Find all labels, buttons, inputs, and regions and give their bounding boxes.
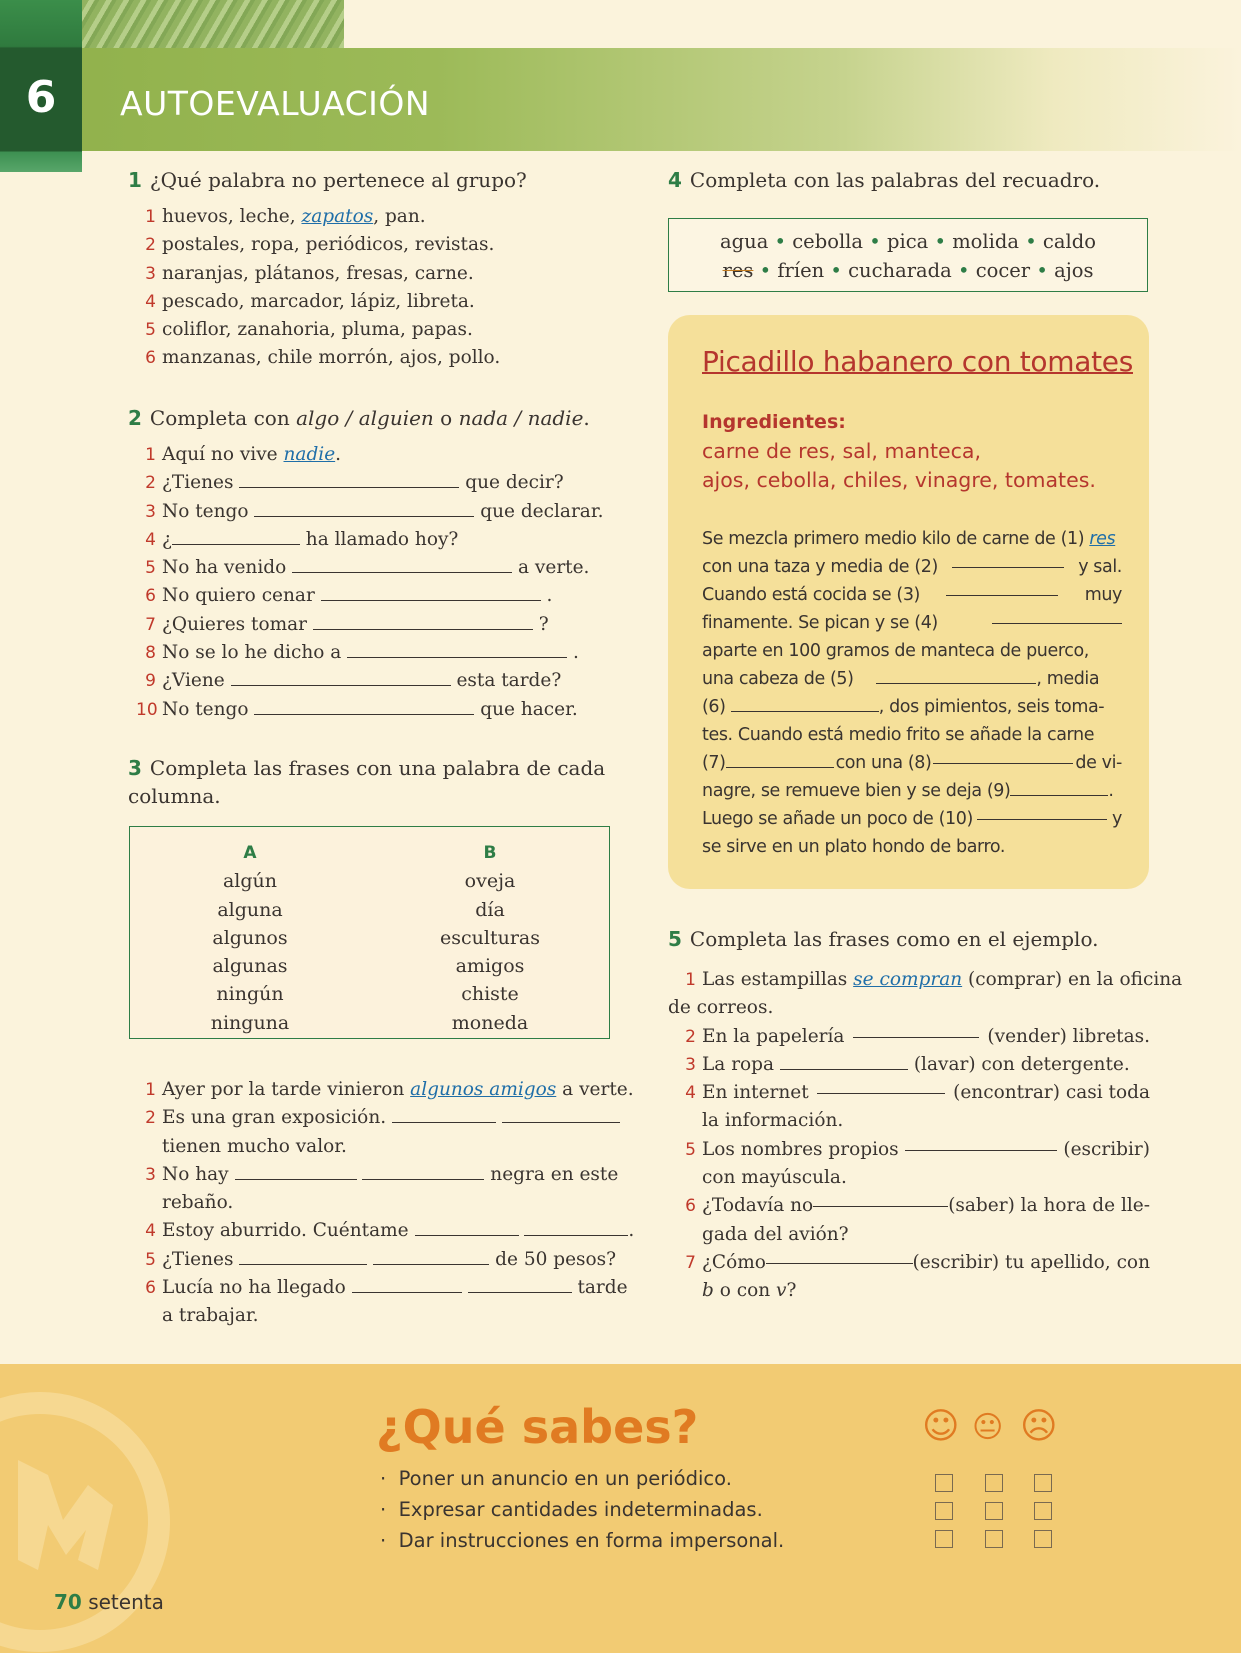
- word-bank-word: cucharada: [848, 259, 952, 282]
- word-bank-row-1: [669, 227, 1147, 256]
- blank-line[interactable]: [813, 1192, 948, 1207]
- item-number: 1: [145, 445, 156, 465]
- list-item: 2 En la papelería (vender) libretas.: [676, 1023, 1150, 1051]
- list-item: 3 naranjas, plátanos, fresas, carne.: [136, 260, 628, 288]
- blank-line[interactable]: [502, 1108, 620, 1123]
- list-item-continuation: a trabajar.: [162, 1305, 259, 1327]
- exercise-2-list: [136, 441, 628, 724]
- list-item: 3 No hay negra en este: [145, 1163, 619, 1185]
- que-sabes-item: · Expresar cantidades indeterminadas.: [380, 1498, 763, 1521]
- blank-line[interactable]: [977, 805, 1107, 820]
- answer-example: res: [1089, 529, 1116, 549]
- list-item: 7 ¿Cómo (escribir) tu apellido, con: [676, 1249, 1150, 1277]
- exercise-2-title: 2 Completa con algo / alguien o nada / nadie.: [128, 406, 590, 430]
- column-b: [420, 839, 560, 1037]
- blank-line[interactable]: [817, 1079, 945, 1094]
- blank-line[interactable]: [321, 586, 541, 601]
- bullet: •: [869, 230, 881, 253]
- bullet: •: [1036, 259, 1048, 282]
- item-number: 3: [145, 501, 156, 522]
- list-item-continuation: la información.: [702, 1110, 844, 1132]
- ingredients-heading: Ingredientes:: [702, 411, 846, 433]
- item-number: 9: [145, 671, 156, 692]
- item-number: 10: [136, 699, 158, 720]
- blank-line[interactable]: [524, 1221, 628, 1236]
- list-item: 6 manzanas, chile morrón, ajos, pollo.: [136, 344, 628, 372]
- que-sabes-item: · Poner un anuncio en un periódico.: [380, 1467, 732, 1490]
- word-bank-word: cocer: [975, 259, 1031, 282]
- bullet: •: [957, 259, 970, 282]
- checkbox-happy[interactable]: [935, 1530, 953, 1548]
- column-a-word: algún: [222, 870, 278, 893]
- blank-line[interactable]: [313, 615, 533, 630]
- blank-line[interactable]: [231, 671, 451, 686]
- list-item: 5 No ha venido a verte.: [136, 554, 628, 582]
- unit-number: 6: [25, 72, 57, 123]
- blank-line[interactable]: [933, 749, 1073, 764]
- exercise-1-title: 1 ¿Qué palabra no pertenece al grupo?: [128, 168, 527, 192]
- list-item: 4 ¿ ha llamado hoy?: [136, 526, 628, 554]
- column-b-head: B: [483, 843, 497, 863]
- list-item: 5 Los nombres propios (escribir): [676, 1136, 1150, 1164]
- blank-line[interactable]: [254, 700, 474, 715]
- column-b-word: amigos: [455, 955, 525, 978]
- blank-line[interactable]: [853, 1023, 979, 1038]
- blank-line[interactable]: [726, 753, 834, 768]
- word-columns-box: [129, 826, 610, 1039]
- checkbox-neutral[interactable]: [985, 1502, 1003, 1520]
- list-item-continuation: gada del avión?: [702, 1223, 849, 1245]
- item-number: 4: [145, 291, 156, 312]
- list-item: 5 ¿Tienes de 50 pesos?: [145, 1248, 617, 1270]
- bullet: •: [934, 230, 946, 253]
- list-item: 1 Las estampillas se compran (comprar) en la oficina: [685, 969, 1183, 990]
- column-a-head: A: [243, 843, 257, 863]
- answer-example: nadie: [283, 444, 336, 465]
- list-item: 2 ¿Tienes que decir?: [136, 469, 628, 497]
- bullet: •: [1025, 230, 1037, 253]
- page-number: 70 setenta: [54, 1590, 164, 1614]
- exercise-5: [668, 927, 1168, 951]
- bullet: •: [830, 259, 842, 282]
- page-title: AUTOEVALUACIÓN: [120, 84, 431, 123]
- list-item-continuation: b o con v?: [702, 1280, 797, 1302]
- checkbox-neutral[interactable]: [985, 1530, 1003, 1548]
- exercise-3-title: 3 Completa las frases con una palabra de cada columna.: [128, 756, 606, 808]
- exercise-4: [668, 168, 1168, 192]
- list-item: 10 No tengo que hacer.: [136, 696, 628, 724]
- header-texture: [82, 0, 344, 48]
- blank-line[interactable]: [235, 1165, 357, 1180]
- happy-face-icon: ☺: [922, 1406, 960, 1447]
- list-item-continuation: con mayúscula.: [702, 1167, 847, 1189]
- exercise-1: [128, 168, 628, 373]
- blank-line[interactable]: [254, 502, 474, 517]
- exercise-4-title: 4 Completa con las palabras del recuadro.: [668, 168, 1101, 192]
- column-a: [190, 839, 310, 1037]
- checkbox-sad[interactable]: [1034, 1530, 1052, 1548]
- item-number: 7: [145, 614, 156, 635]
- word-bank-word: ajos: [1054, 259, 1094, 282]
- checkbox-happy[interactable]: [935, 1474, 953, 1492]
- list-item: 5 coliflor, zanahoria, pluma, papas.: [136, 316, 628, 344]
- blank-line[interactable]: [392, 1108, 496, 1123]
- blank-line[interactable]: [239, 1250, 367, 1265]
- list-item: 3 La ropa (lavar) con detergente.: [685, 1053, 1130, 1075]
- list-item: 2 Es una gran exposición.: [136, 1104, 612, 1132]
- item-number: 4: [145, 529, 156, 550]
- list-item: 9 ¿Viene esta tarde?: [136, 667, 628, 695]
- list-item: 3 No tengo que declarar.: [136, 498, 628, 526]
- list-item: 6 ¿Todavía no (saber) la hora de lle-: [676, 1192, 1150, 1220]
- list-item: 1 Ayer por la tarde vinieron algunos amigos a verte.: [145, 1079, 634, 1100]
- exercise-3-sentences: [136, 1076, 635, 1331]
- item-number: 5: [145, 320, 156, 341]
- column-a-word: ningún: [216, 983, 284, 1006]
- ingredients-line: carne de res, sal, manteca,: [702, 439, 981, 463]
- item-number: 1: [145, 207, 156, 227]
- bullet: •: [759, 259, 772, 282]
- ingredients-line: ajos, cebolla, chiles, vinagre, tomates.: [702, 468, 1096, 492]
- que-sabes-title: ¿Qué sabes?: [376, 1400, 699, 1454]
- blank-line[interactable]: [731, 697, 879, 712]
- recipe-title: Picadillo habanero con tomates: [702, 345, 1133, 378]
- neutral-face-icon: 😐: [972, 1410, 1004, 1445]
- blank-line[interactable]: [352, 1278, 462, 1293]
- blank-line[interactable]: [992, 609, 1122, 624]
- blank-line[interactable]: [952, 553, 1064, 568]
- exercise-3: [128, 754, 628, 810]
- list-item: 7 ¿Quieres tomar ?: [136, 611, 628, 639]
- recipe-text: Se mezcla primero medio kilo de carne de (1) res con una taza y media de (2) y sal. Cuando está cocida se (3) muy finamente. Se pican y se (4) aparte en 100 gramos de manteca de puerco, una cabeza de (5) , media (6) , dos pimientos, seis toma- tes. Cuando está medio frito se añade la carne (7) con una (8) de vi- nagre, se remueve bien y se deja (9) . Luego se añade un poco de (10) y se sirve en un plato hondo de barro.: [702, 529, 1122, 857]
- list-item: 1 huevos, leche, zapatos, pan.: [136, 203, 628, 231]
- list-item-continuation: rebaño.: [162, 1192, 234, 1214]
- list-item: 6 Lucía no ha llegado tarde: [145, 1277, 628, 1299]
- exercise-2: [128, 406, 628, 724]
- checkbox-happy[interactable]: [935, 1502, 953, 1520]
- column-a-word: ninguna: [210, 1011, 290, 1034]
- blank-line[interactable]: [876, 669, 1036, 684]
- list-item: 4 pescado, marcador, lápiz, libreta.: [136, 288, 628, 316]
- blank-line[interactable]: [172, 530, 300, 545]
- blank-line[interactable]: [905, 1136, 1057, 1151]
- recipe-card: [668, 315, 1149, 889]
- checkbox-sad[interactable]: [1034, 1474, 1052, 1492]
- bullet: •: [774, 230, 787, 253]
- column-b-word: oveja: [464, 870, 516, 893]
- item-number: 8: [145, 643, 156, 664]
- answer-example: zapatos: [301, 206, 374, 227]
- list-item: 1 Aquí no vive nadie.: [136, 441, 628, 469]
- logo-m-icon: [8, 1430, 128, 1580]
- item-number: 5: [145, 558, 156, 579]
- list-item: 6 No quiero cenar .: [136, 582, 628, 610]
- item-number: 6: [145, 586, 156, 607]
- word-bank-box: [668, 218, 1148, 292]
- exercise-5-title: 5 Completa las frases como en el ejemplo.: [668, 927, 1099, 951]
- blank-line[interactable]: [780, 1055, 908, 1070]
- blank-line[interactable]: [347, 643, 567, 658]
- blank-line[interactable]: [766, 1249, 913, 1264]
- column-a-word: algunas: [212, 955, 288, 978]
- item-number: 3: [145, 263, 156, 284]
- blank-line[interactable]: [468, 1278, 572, 1293]
- word-bank-word-used: res: [722, 259, 754, 282]
- word-bank-word: molida: [952, 230, 1019, 253]
- list-item: 4 Estoy aburrido. Cuéntame .: [145, 1220, 635, 1242]
- sad-face-icon: ☹: [1020, 1406, 1058, 1447]
- column-b-word: chiste: [461, 983, 519, 1006]
- blank-line[interactable]: [362, 1165, 484, 1180]
- item-number: 2: [145, 473, 156, 494]
- list-item: 4 En internet (encontrar) casi toda: [676, 1079, 1150, 1107]
- column-b-word: día: [475, 898, 505, 921]
- item-number: 2: [145, 235, 156, 256]
- list-item-continuation: de correos.: [668, 997, 774, 1019]
- que-sabes-item: · Dar instrucciones en forma impersonal.: [380, 1529, 785, 1552]
- word-bank-word: agua: [720, 230, 769, 253]
- column-a-word: alguna: [217, 898, 283, 921]
- blank-line[interactable]: [946, 581, 1058, 596]
- blank-line[interactable]: [1010, 781, 1108, 796]
- blank-line[interactable]: [292, 558, 512, 573]
- exercise-1-list: [136, 203, 628, 373]
- column-b-word: moneda: [451, 1011, 529, 1034]
- list-item: 2 postales, ropa, periódicos, revistas.: [136, 231, 628, 259]
- word-bank-word: cebolla: [792, 230, 864, 253]
- list-item-continuation: tienen mucho valor.: [162, 1135, 347, 1157]
- column-a-word: algunos: [212, 926, 288, 949]
- word-bank-word: caldo: [1042, 230, 1096, 253]
- checkbox-neutral[interactable]: [985, 1474, 1003, 1492]
- checkbox-sad[interactable]: [1034, 1502, 1052, 1520]
- word-bank-word: pica: [886, 230, 929, 253]
- list-item: 8 No se lo he dicho a .: [136, 639, 628, 667]
- item-number: 6: [145, 348, 156, 369]
- blank-line[interactable]: [373, 1250, 489, 1265]
- blank-line[interactable]: [415, 1221, 519, 1236]
- exercise-5-sentences: [668, 966, 1183, 1306]
- blank-line[interactable]: [239, 473, 459, 488]
- column-b-word: esculturas: [440, 926, 540, 949]
- word-bank-row-2: [669, 256, 1147, 285]
- word-bank-word: fríen: [777, 259, 825, 282]
